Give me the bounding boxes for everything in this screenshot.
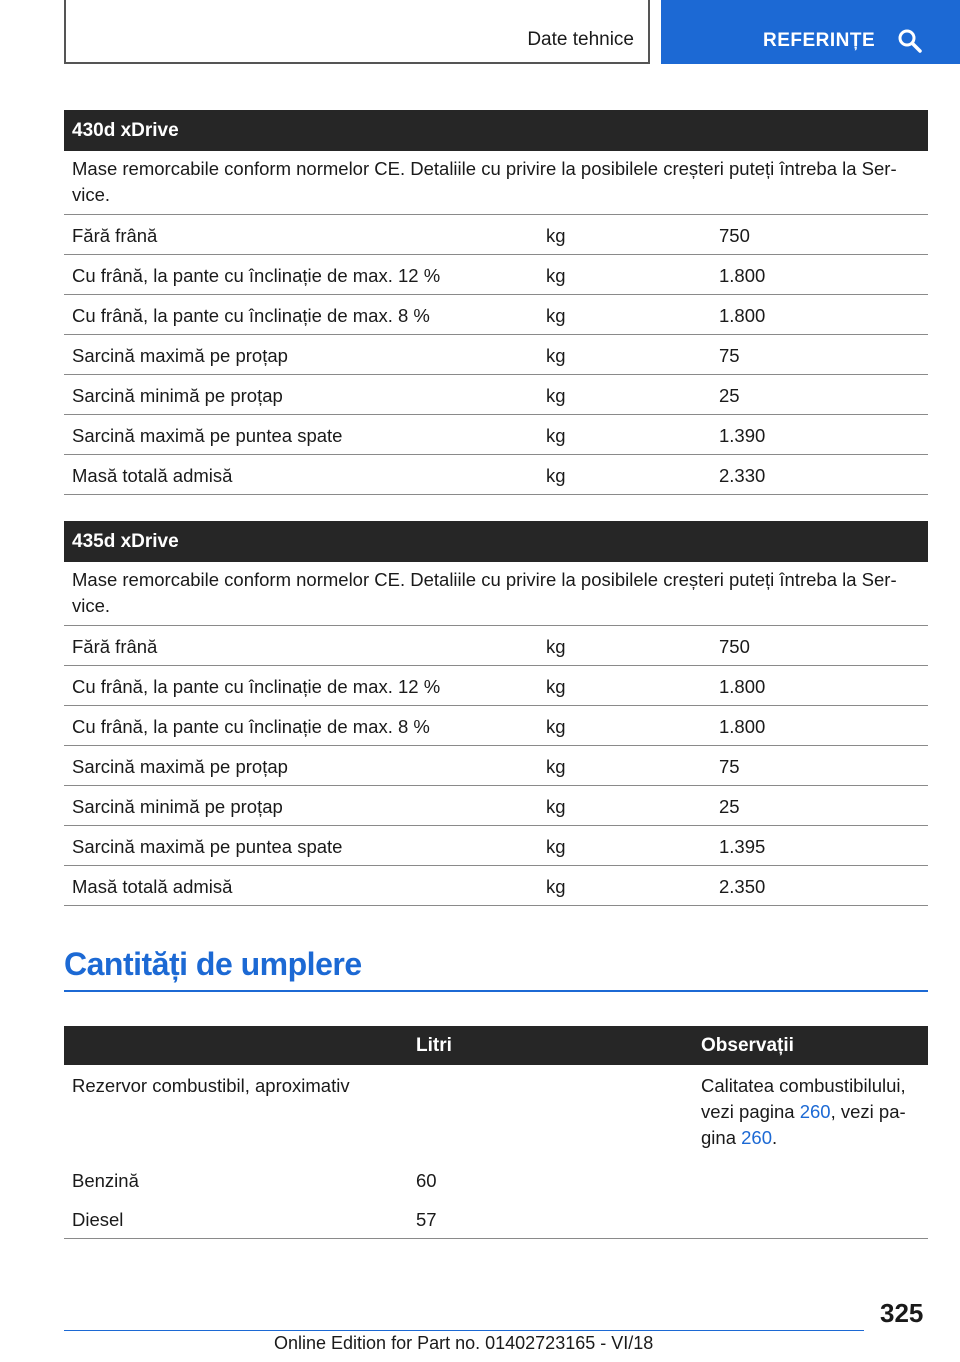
edition-footer: Online Edition for Part no. 01402723165 - VI/18 <box>274 1333 654 1353</box>
table-row <box>64 746 928 786</box>
row-note <box>701 1073 923 1151</box>
row-unit: kg <box>546 345 566 366</box>
row-value: 2.330 <box>719 465 766 486</box>
row-unit: kg <box>546 305 566 326</box>
table-title: 430d xDrive <box>64 110 928 151</box>
table-row <box>64 1065 928 1160</box>
col-liters-header: Litri <box>416 1035 452 1056</box>
fill-table <box>64 1026 928 1239</box>
row-value: 25 <box>719 385 740 406</box>
row-label: Sarcină minimă pe proțap <box>72 385 283 406</box>
row-unit: kg <box>546 636 566 657</box>
row-label: Benzină <box>72 1170 139 1191</box>
section-divider <box>64 990 928 992</box>
col-notes-header: Observații <box>701 1035 794 1056</box>
table-430d <box>64 110 928 495</box>
table-row <box>64 706 928 746</box>
row-label: Cu frână, la pante cu înclinație de max. 12 % <box>72 265 441 286</box>
footer-divider <box>64 1330 864 1331</box>
page-header <box>0 0 960 66</box>
row-unit: kg <box>546 676 566 697</box>
row-value: 75 <box>719 345 740 366</box>
row-unit: kg <box>546 756 566 777</box>
row-label: Cu frână, la pante cu înclinație de max. 8 % <box>72 305 430 326</box>
note-text: , vezi pagina <box>701 1101 906 1148</box>
row-label: Masă totală admisă <box>72 876 233 897</box>
table-note: Mase remorcabile conform normelor CE. Detaliile cu privire la posibilele creșteri puteți întreba la Service. <box>64 151 928 215</box>
search-icon[interactable] <box>897 28 923 54</box>
row-label: Masă totală admisă <box>72 465 233 486</box>
table-row <box>64 826 928 866</box>
row-value: 1.800 <box>719 305 766 326</box>
table-row <box>64 335 928 375</box>
table-435d <box>64 521 928 906</box>
row-value: 1.800 <box>719 265 766 286</box>
row-value: 60 <box>416 1170 437 1191</box>
row-unit: kg <box>546 716 566 737</box>
row-label: Fără frână <box>72 636 158 657</box>
table-row <box>64 255 928 295</box>
row-value: 75 <box>719 756 740 777</box>
row-label: Rezervor combustibil, aproximativ <box>72 1075 350 1096</box>
note-text: . <box>772 1127 778 1148</box>
note-text: Calitatea combustibilului, vezi pagina <box>701 1075 906 1122</box>
references-tab-label: REFERINȚE <box>763 30 876 51</box>
table-row <box>64 666 928 706</box>
row-unit: kg <box>546 876 566 897</box>
table-row <box>64 375 928 415</box>
row-label: Cu frână, la pante cu înclinație de max. 12 % <box>72 676 441 697</box>
tab-section[interactable] <box>64 0 650 64</box>
tab-references[interactable] <box>661 0 960 64</box>
fill-table-header <box>64 1026 928 1065</box>
row-label: Sarcină maximă pe puntea spate <box>72 425 343 446</box>
row-label: Sarcină maximă pe proțap <box>72 756 288 777</box>
section-title: Cantități de umplere <box>64 946 362 982</box>
table-row <box>64 1160 928 1199</box>
table-row <box>64 866 928 906</box>
row-label: Cu frână, la pante cu înclinație de max. 8 % <box>72 716 430 737</box>
table-row <box>64 415 928 455</box>
table-row <box>64 1199 928 1239</box>
table-row <box>64 215 928 255</box>
row-unit: kg <box>546 425 566 446</box>
row-value: 750 <box>719 225 750 246</box>
row-label: Fără frână <box>72 225 158 246</box>
page-link[interactable]: 260 <box>799 1101 831 1122</box>
table-row <box>64 455 928 495</box>
row-unit: kg <box>546 796 566 817</box>
section-tab-label: Date tehnice <box>527 29 634 50</box>
row-label: Sarcină minimă pe proțap <box>72 796 283 817</box>
row-label: Diesel <box>72 1209 124 1230</box>
page-link[interactable]: 260 <box>741 1127 772 1148</box>
table-row <box>64 786 928 826</box>
table-row <box>64 295 928 335</box>
table-row <box>64 626 928 666</box>
row-value: 1.395 <box>719 836 766 857</box>
row-value: 57 <box>416 1209 437 1230</box>
row-value: 1.800 <box>719 716 766 737</box>
row-value: 25 <box>719 796 740 817</box>
row-unit: kg <box>546 225 566 246</box>
table-title: 435d xDrive <box>64 521 928 562</box>
row-unit: kg <box>546 385 566 406</box>
row-label: Sarcină maximă pe puntea spate <box>72 836 343 857</box>
row-value: 1.390 <box>719 425 766 446</box>
row-label: Sarcină maximă pe proțap <box>72 345 288 366</box>
row-value: 750 <box>719 636 750 657</box>
row-value: 2.350 <box>719 876 766 897</box>
table-note: Mase remorcabile conform normelor CE. Detaliile cu privire la posibilele creșteri puteți întreba la Service. <box>64 562 928 626</box>
page-number: 325 <box>880 1298 924 1328</box>
row-unit: kg <box>546 265 566 286</box>
row-value: 1.800 <box>719 676 766 697</box>
row-unit: kg <box>546 836 566 857</box>
row-unit: kg <box>546 465 566 486</box>
